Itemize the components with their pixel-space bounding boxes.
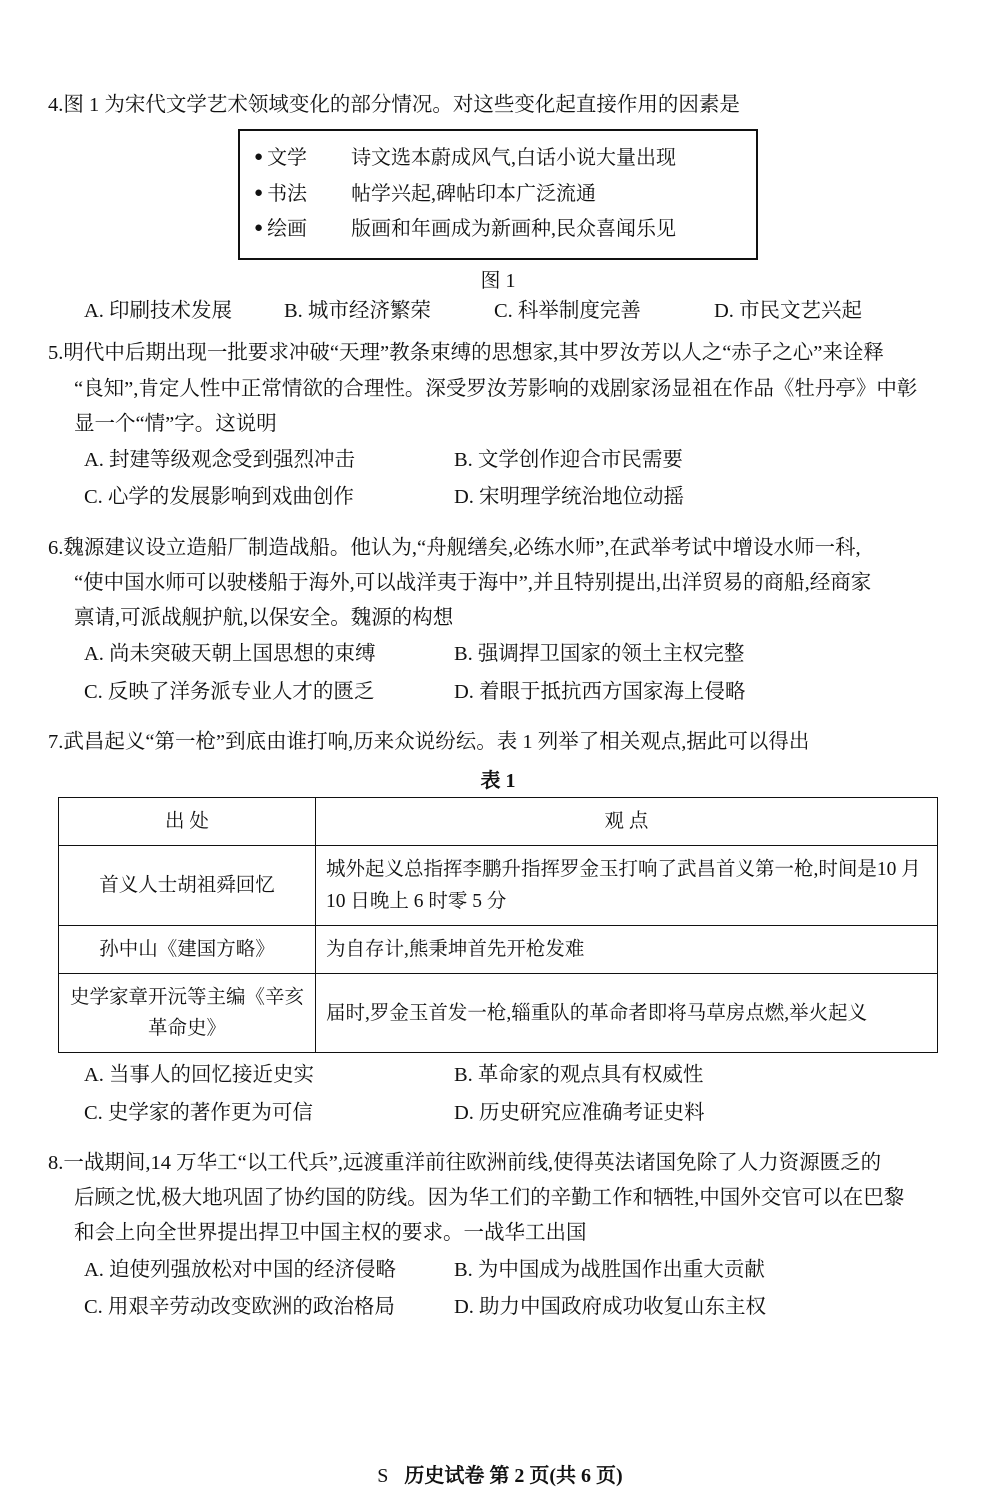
- question-4-stem-text: [48, 88, 948, 123]
- question-4-number: 4.: [48, 94, 64, 116]
- question-6-line-3: 禀请,可派战舰护航,以保安全。魏源的构想: [74, 607, 454, 630]
- table-row: [59, 925, 938, 973]
- question-6-number: 6.: [48, 536, 64, 559]
- page-footer: [0, 1459, 1000, 1488]
- figure-1-text: 诗文选本蔚成风气,白话小说大量出现: [351, 147, 677, 170]
- question-8-number: 8.: [48, 1151, 64, 1174]
- table-cell-view: 为自存计,熊秉坤首先开枪发难: [316, 925, 938, 973]
- option-c[interactable]: C. 科举制度完善: [494, 300, 641, 323]
- option-a[interactable]: A. 封建等级观念受到强烈冲击: [84, 449, 356, 472]
- question-5-number: 5.: [48, 342, 64, 365]
- question-8-stem-line-1: 一战期间,14 万华工“以工代兵”,远渡重洋前往欧洲前线,使得英法诸国免除了人力资源匮乏的: [63, 1151, 882, 1174]
- question-8-stem: [48, 1146, 948, 1252]
- question-7: [48, 725, 948, 1132]
- question-4-options: [48, 293, 948, 330]
- figure-1-category: 文学: [267, 147, 308, 170]
- question-5-line-3: 显一个“情”字。这说明: [74, 412, 277, 435]
- question-6-line-1: [48, 531, 948, 566]
- options-row: [84, 1252, 948, 1289]
- question-4: [48, 88, 948, 330]
- option-b[interactable]: B. 城市经济繁荣: [284, 300, 431, 323]
- figure-1-caption: 图 1: [480, 270, 516, 293]
- options-row: [84, 674, 948, 711]
- table-cell-source: 史学家章开沅等主编《辛亥革命史》: [59, 974, 316, 1053]
- question-4-stem: [48, 88, 948, 123]
- option-d[interactable]: D. 助力中国政府成功收复山东主权: [454, 1296, 767, 1319]
- question-6-stem-line-1: 魏源建议设立造船厂制造战船。他认为,“舟舰缮矣,必练水师”,在武举考试中增设水师一科,: [63, 536, 861, 559]
- bullet-icon: ●: [254, 184, 264, 201]
- footer-letter: S: [377, 1465, 389, 1487]
- question-8-line-1: [48, 1146, 948, 1181]
- figure-1-row: [254, 141, 738, 177]
- question-8-options: [48, 1252, 948, 1327]
- table-header-row: [59, 798, 938, 846]
- option-d[interactable]: D. 历史研究应准确考证史料: [454, 1101, 705, 1124]
- question-8-line-2: 后顾之忧,极大地巩固了协约国的防线。因为华工们的辛勤工作和牺牲,中国外交官可以在巴黎: [74, 1187, 905, 1210]
- figure-1-category: 绘画: [267, 218, 308, 241]
- figure-1-row: [254, 212, 738, 248]
- figure-1-row: [254, 177, 738, 213]
- options-row: [84, 1095, 948, 1132]
- question-7-number: 7.: [48, 731, 64, 754]
- question-6-options: [48, 636, 948, 711]
- question-7-options: [48, 1057, 948, 1132]
- option-c[interactable]: C. 反映了洋务派专业人才的匮乏: [84, 680, 375, 703]
- option-a[interactable]: A. 尚未突破天朝上国思想的束缚: [84, 643, 376, 666]
- question-5-options: [48, 442, 948, 517]
- figure-1-category: 书法: [267, 182, 308, 205]
- table-row: [59, 974, 938, 1053]
- option-d[interactable]: D. 宋明理学统治地位动摇: [454, 486, 685, 509]
- question-6: [48, 531, 948, 711]
- figure-1: [48, 129, 948, 293]
- question-5-line-1: [48, 336, 948, 371]
- options-row: [84, 479, 948, 516]
- options-row: [84, 636, 948, 673]
- options-row: [84, 1289, 948, 1326]
- table-row: [59, 846, 938, 925]
- option-c[interactable]: C. 史学家的著作更为可信: [84, 1101, 313, 1124]
- figure-1-text: 帖学兴起,碑帖印本广泛流通: [351, 182, 597, 205]
- option-a[interactable]: A. 印刷技术发展: [84, 300, 233, 323]
- question-5-line-2: “良知”,肯定人性中正常情欲的合理性。深受罗汝芳影响的戏剧家汤显祖在作品《牡丹亭》中彰: [74, 377, 918, 400]
- footer-title: 历史试卷: [404, 1465, 485, 1487]
- option-c[interactable]: C. 用艰辛劳动改变欧洲的政治格局: [84, 1296, 395, 1319]
- option-a[interactable]: A. 迫使列强放松对中国的经济侵略: [84, 1258, 397, 1281]
- question-7-stem-body: 武昌起义“第一枪”到底由谁打响,历来众说纷纭。表 1 列举了相关观点,据此可以得出: [63, 731, 810, 754]
- bullet-icon: ●: [254, 220, 264, 237]
- option-d[interactable]: D. 着眼于抵抗西方国家海上侵略: [454, 680, 746, 703]
- options-row: [84, 442, 948, 479]
- option-b[interactable]: B. 为中国成为战胜国作出重大贡献: [454, 1258, 765, 1281]
- question-5-stem-line-1: 明代中后期出现一批要求冲破“天理”教条束缚的思想家,其中罗汝芳以人之“赤子之心”来诠释: [63, 342, 884, 365]
- question-6-stem: [48, 531, 948, 637]
- question-5: [48, 336, 948, 516]
- table-cell-view: 届时,罗金玉首发一枪,辎重队的革命者即将马草房点燃,举火起义: [316, 974, 938, 1053]
- table-header-view: 观 点: [316, 798, 938, 846]
- figure-1-box: [238, 129, 758, 260]
- table-1: [58, 797, 938, 1053]
- option-c[interactable]: C. 心学的发展影响到戏曲创作: [84, 486, 354, 509]
- question-8: [48, 1146, 948, 1326]
- bullet-icon: ●: [254, 149, 264, 166]
- question-6-line-2: “使中国水师可以驶楼船于海外,可以战洋夷于海中”,并且特别提出,出洋贸易的商船,经商家: [74, 571, 872, 594]
- table-cell-source: 首义人士胡祖舜回忆: [59, 846, 316, 925]
- option-b[interactable]: B. 革命家的观点具有权威性: [454, 1064, 704, 1087]
- option-b[interactable]: B. 文学创作迎合市民需要: [454, 449, 683, 472]
- table-header-source: 出 处: [59, 798, 316, 846]
- footer-page-number: 第 2 页(共 6 页): [489, 1465, 623, 1487]
- option-a[interactable]: A. 当事人的回忆接近史实: [84, 1064, 315, 1087]
- question-7-stem: [48, 725, 948, 760]
- option-d[interactable]: D. 市民文艺兴起: [714, 300, 863, 323]
- question-7-line-1: [48, 725, 948, 760]
- question-5-stem: [48, 336, 948, 442]
- table-cell-view: 城外起义总指挥李鹏升指挥罗金玉打响了武昌首义第一枪,时间是10 月 10 日晚上 6 时零 5 分: [316, 846, 938, 925]
- table-cell-source: 孙中山《建国方略》: [59, 925, 316, 973]
- options-row: [84, 293, 948, 330]
- question-8-line-3: 和会上向全世界提出捍卫中国主权的要求。一战华工出国: [74, 1222, 587, 1245]
- options-row: [84, 1057, 948, 1094]
- table-1-caption: 表 1: [480, 770, 516, 793]
- question-4-stem-body: 图 1 为宋代文学艺术领域变化的部分情况。对这些变化起直接作用的因素是: [63, 94, 740, 116]
- option-b[interactable]: B. 强调捍卫国家的领土主权完整: [454, 643, 745, 666]
- figure-1-text: 版画和年画成为新画种,民众喜闻乐见: [351, 218, 677, 241]
